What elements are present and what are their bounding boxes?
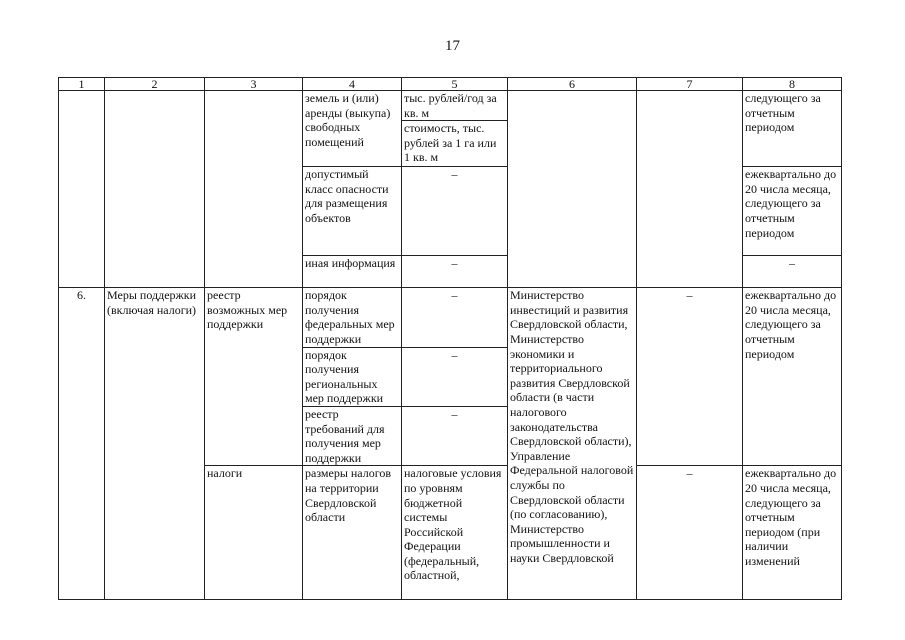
column-number: 3 <box>205 78 303 91</box>
column-number: 1 <box>59 78 105 91</box>
table-cell: ежеквартально до 20 числа месяца, следующего за отчетным периодом <box>743 167 842 256</box>
row-number: 6. <box>59 288 105 600</box>
table-cell: – <box>637 288 743 466</box>
table-cell: – <box>402 256 508 288</box>
table-cell: – <box>402 347 508 406</box>
table-cell: размеры налогов на территории Свердловской области <box>303 466 402 600</box>
table-cell: ежеквартально до 20 числа месяца, следующего за отчетным периодом <box>743 288 842 466</box>
table-cell: порядок получения федеральных мер поддержки <box>303 288 402 347</box>
table-cell: реестр требований для получения мер поддержки <box>303 406 402 465</box>
table-cell: иная информация <box>303 256 402 288</box>
table-cell: тыс. рублей/год за кв. м <box>402 91 508 121</box>
column-number: 4 <box>303 78 402 91</box>
column-number-row <box>59 78 842 91</box>
column-number: 6 <box>508 78 637 91</box>
table-cell: земель и (или) аренды (выкупа) свободных помещений <box>303 91 402 167</box>
table-cell: реестр возможных мер поддержки <box>205 288 303 466</box>
table-cell: – <box>743 256 842 288</box>
table-cell: Меры поддержки (включая налоги) <box>105 288 205 600</box>
table-cell: Министерство инвестиций и развития Свердловской области, Министерство экономики и территориального развития Свердловской области (в части налогового законодательства Свердловской области), Управление Федеральной налоговой службы по Свердловской области (по согласованию), Министерство промышленности и науки Свердловской <box>508 288 637 600</box>
table-cell: стоимость, тыс. рублей за 1 га или 1 кв. м <box>402 121 508 167</box>
table-row <box>59 91 842 121</box>
column-number: 8 <box>743 78 842 91</box>
table-cell: налоговые условия по уровням бюджетной системы Российской Федерации (федеральный, областной, <box>402 466 508 600</box>
cell-empty <box>205 91 303 288</box>
page-number: 17 <box>445 38 460 54</box>
column-number: 7 <box>637 78 743 91</box>
cell-empty <box>508 91 637 288</box>
cell-empty <box>637 91 743 288</box>
table-cell: – <box>402 406 508 465</box>
table-cell: – <box>402 288 508 347</box>
table-row <box>59 288 842 347</box>
table-cell: следующего за отчетным периодом <box>743 91 842 167</box>
cell-empty <box>59 91 105 288</box>
column-number: 2 <box>105 78 205 91</box>
information-table <box>58 77 842 600</box>
cell-empty <box>105 91 205 288</box>
table-cell: – <box>637 466 743 600</box>
table-cell: допустимый класс опасности для размещения объектов <box>303 167 402 256</box>
table-cell: налоги <box>205 466 303 600</box>
table-cell: порядок получения региональных мер поддержки <box>303 347 402 406</box>
table-cell: ежеквартально до 20 числа месяца, следующего за отчетным периодом (при наличии изменений <box>743 466 842 600</box>
table-cell: – <box>402 167 508 256</box>
column-number: 5 <box>402 78 508 91</box>
